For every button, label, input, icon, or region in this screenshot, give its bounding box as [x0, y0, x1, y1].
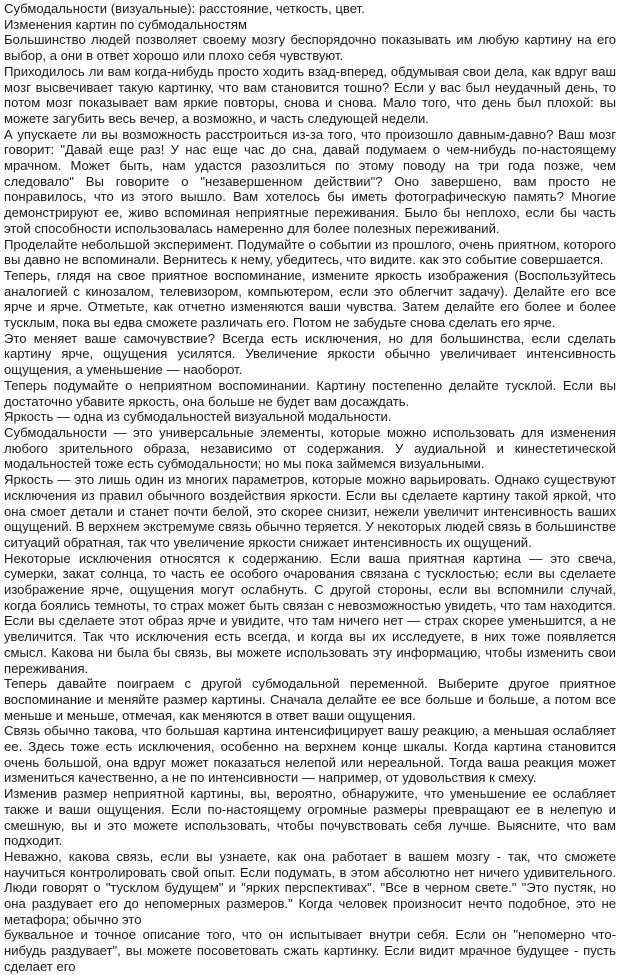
paragraph: Это меняет ваше самочувствие? Всегда есть исключения, но для большинства, если сделать картину ярче, ощущения усилятся. Увеличение яркости обычно увеличивает интенсивность ощущения, а уменьшение — наоборот.	[4, 330, 616, 378]
paragraph: Яркость — это лишь один из многих параметров, которые можно варьировать. Однако существуют исключения из правил обычного воздействия яркости. Если вы сделаете картину такой яркой, что она смоет детали и станет почти белой, это скорее снизит, нежели увеличит интенсивность ваших ощущений. В верхнем экстремуме связь обычно теряется. У некоторых людей связь в большинстве ситуаций обратная, так что увеличение яркости снижает интенсивность их ощущений.	[4, 472, 616, 550]
paragraph: Неважно, какова связь, если вы узнаете, как она работает в вашем мозгу - так, что сможете научиться контролировать свой опыт. Если подумать, в этом абсолютно нет ничего удивительного. Люди говорят о "тусклом будущем" и "ярких перспективах". "Все в черном свете." "Это пустяк, но она раздувает его до непомерных размеров." Когда человек произносит нечто подобное, это не метафора; обычно это	[4, 848, 616, 927]
paragraph: Яркость — одна из субмодальностей визуальной модальности.	[4, 409, 392, 425]
paragraph: Субмодальности — это универсальные элементы, которые можно использовать для изменения любого зрительного образа, независимо от содержания. У аудиальной и кинестетической модальностей тоже есть субмодальности; но мы пока займемся визуальными.	[4, 424, 616, 472]
paragraph: Большинство людей позволяет своему мозгу беспорядочно показывать им любую картину на его выбор, а они в ответ хорошо или плохо себя чувствуют.	[4, 32, 616, 64]
paragraph: буквальное и точное описание того, что он испытывает внутри себя. Если он "непомерно что-нибудь раздувает", вы можете посоветовать сжать картинку. Если видит мрачное будущее - пусть сделает его	[4, 927, 616, 974]
section-title: Изменения картин по субмодальностям	[4, 16, 247, 32]
paragraph: Связь обычно такова, что большая картина интенсифицирует вашу реакцию, а меньшая ослабляет ее. Здесь тоже есть исключения, особенно на верхнем конце шкалы. Когда картина становится очень большой, она вдруг может показаться нелепой или нереальной. Тогда ваша реакция может измениться качественно, а не по интенсивности — например, от удовольствия к смеху.	[4, 723, 616, 786]
paragraph: Проделайте небольшой эксперимент. Подумайте о событии из прошлого, очень приятном, которого вы давно не вспоминали. Вернитесь к нему, убедитесь, что видите. как это событие совершается.	[4, 236, 616, 268]
paragraph: А упускаете ли вы возможность расстроиться из-за того, что произошло давным-давно? Ваш мозг говорит: "Давай еще раз! У нас еще час до сна, давай подумаем о чем-нибудь по-настоящему мрачном. Может быть, нам удастся разозлиться по этому поводу на три года позже, чем следовало" Вы говорите о "незавершенном действии"? Оно завершено, вам просто не понравилось, что из этого вышло. Вам хотелось бы иметь фотографическую память? Многие демонстрируют ее, живо вспоминая неприятные переживания. Было бы неплохо, если бы часть этой способности использовалась намеренно для более полезных переживаний.	[4, 126, 616, 236]
paragraph: Теперь, глядя на свое приятное воспоминание, измените яркость изображения (Воспользуйтесь аналогией с кинозалом, телевизором, компьютером, если это облегчит задачу). Делайте его все ярче и ярче. Отметьте, как отчетно изменяются ваши чувства. Затем делайте его более и более тусклым, пока вы едва сможете различать его. Потом не забудьте снова сделать его ярче.	[4, 267, 616, 331]
paragraph: Некоторые исключения относятся к содержанию. Если ваша приятная картина — это свеча, сумерки, закат солнца, то часть ее особого очарования связана с тусклостью; если вы сделаете изображение ярче, ощущения могут ослабнуть. С другой стороны, если вы вспомнили случай, когда боялись темноты, то страх может быть связан с невозможностью увидеть, что там находится. Если вы сделаете этот образ ярче и увидите, что там ничего нет — страх скорее уменьшится, а не увеличится. Так что исключения есть всегда, и когда вы их исследуете, в них тоже появляется смысл. Какова ни была бы связь, вы можете использовать эту информацию, чтобы изменить свои переживания.	[4, 550, 616, 676]
intro-line: Субмодальности (визуальные): расстояние, четкость, цвет.	[4, 1, 365, 16]
paragraph: Теперь давайте поиграем с другой субмодальной переменной. Выберите другое приятное воспоминание и меняйте размер картины. Сначала делайте ее все больше и больше, а потом все меньше и меньше, отмечая, как меняются в ответ ваши ощущения.	[4, 676, 616, 723]
paragraph: Изменив размер неприятной картины, вы, вероятно, обнаружите, что уменьшение ее ослабляет также и ваши ощущения. Если по-настоящему огромные размеры превращают ее в нелепую и смешную, вы и это можете использовать, чтобы почувствовать себя лучше. Выясните, что вам подходит.	[4, 786, 616, 849]
paragraph: Приходилось ли вам когда-нибудь просто ходить взад-вперед, обдумывая свои дела, как вдруг ваш мозг высвечивает такую картинку, что вам становится тошно? Если у вас был неудачный день, то потом мозг показывает вам яркие повторы, снова и снова. Мало того, что день был плохой: вы можете загубить весь вечер, а возможно, и часть следующей недели.	[4, 63, 616, 126]
paragraph: Теперь подумайте о неприятном воспоминании. Картину постепенно делайте тусклой. Если вы достаточно убавите яркость, она больше не будет вам досаждать.	[4, 377, 616, 409]
